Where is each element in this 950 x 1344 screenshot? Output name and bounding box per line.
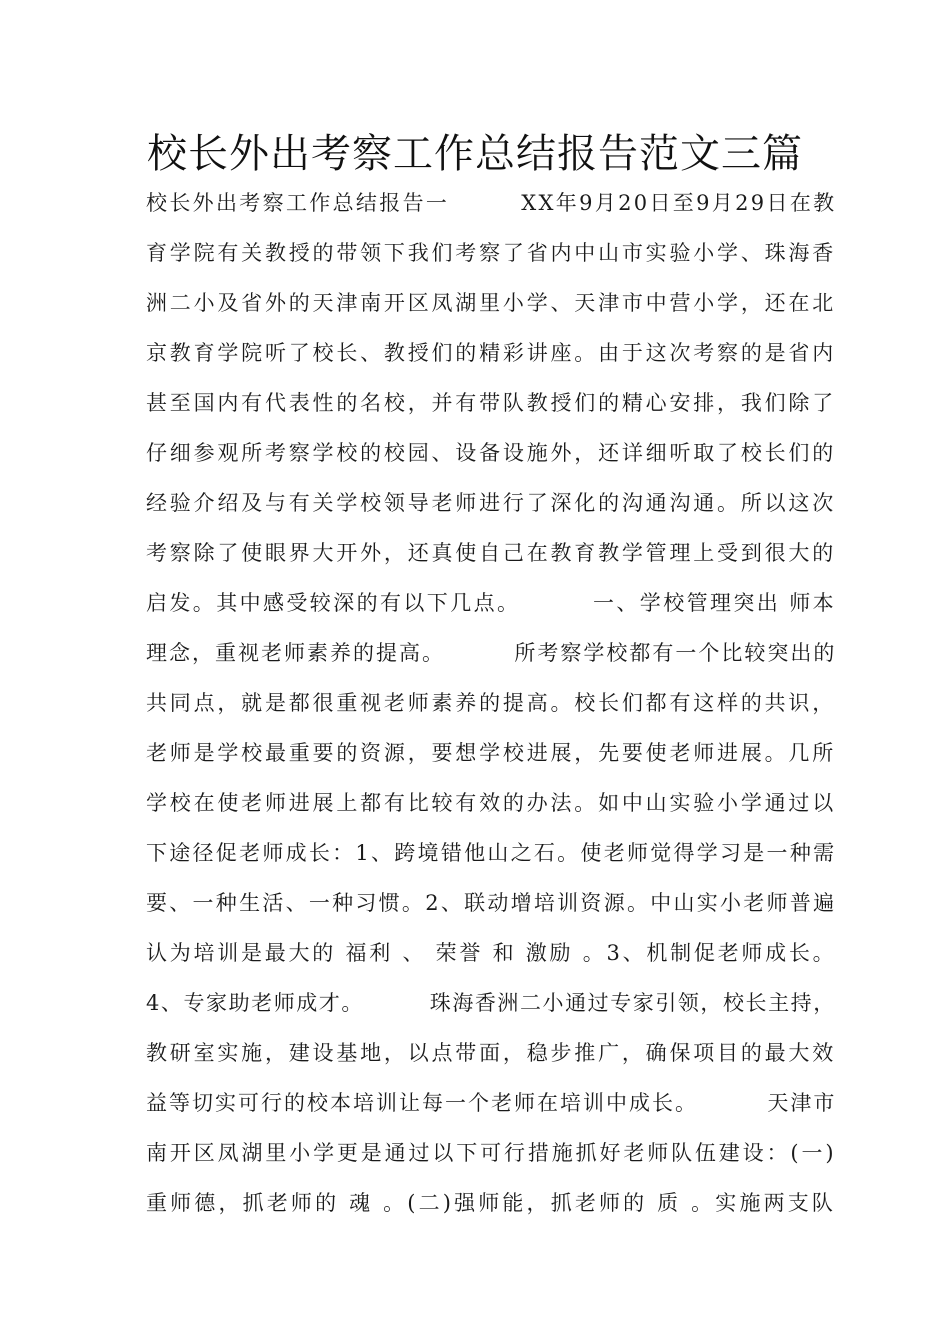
body-line: 理念，重视老师素养的提高。 所考察学校都有一个比较突出的 xyxy=(146,641,836,665)
body-line: 重师德，抓老师的 魂 。(二)强师能，抓老师的 质 。实施两支队 xyxy=(146,1191,836,1215)
body-line: 仔细参观所考察学校的校园、设备设施外，还详细听取了校长们的 xyxy=(146,441,836,465)
body-line: 启发。其中感受较深的有以下几点。 一、学校管理突出 师本 xyxy=(146,591,836,615)
body-line: 洲二小及省外的天津南开区凤湖里小学、天津市中营小学，还在北 xyxy=(146,291,836,315)
body-line: 益等切实可行的校本培训让每一个老师在培训中成长。 天津市 xyxy=(146,1091,836,1115)
document-title: 校长外出考察工作总结报告范文三篇 xyxy=(147,131,803,177)
body-line: 共同点，就是都很重视老师素养的提高。校长们都有这样的共识， xyxy=(146,691,836,715)
body-line: 甚至国内有代表性的名校，并有带队教授们的精心安排，我们除了 xyxy=(146,391,836,415)
body-line: 京教育学院听了校长、教授们的精彩讲座。由于这次考察的是省内 xyxy=(146,341,836,365)
document-body xyxy=(146,178,836,1228)
body-line: 学校在使老师进展上都有比较有效的办法。如中山实验小学通过以 xyxy=(146,791,836,815)
body-line: 教研室实施，建设基地，以点带面，稳步推广，确保项目的最大效 xyxy=(146,1041,836,1065)
body-line: 要、一种生活、一种习惯。2、联动增培训资源。中山实小老师普遍 xyxy=(146,891,836,915)
body-line: 认为培训是最大的 福利 、 荣誉 和 激励 。3、机制促老师成长。 xyxy=(146,941,836,965)
body-line: 校长外出考察工作总结报告一 XX年9月20日至9月29日在教 xyxy=(146,191,836,215)
body-line: 南开区凤湖里小学更是通过以下可行措施抓好老师队伍建设：(一) xyxy=(146,1141,836,1165)
body-line: 老师是学校最重要的资源，要想学校进展，先要使老师进展。几所 xyxy=(146,741,836,765)
body-line: 下途径促老师成长：1、跨境错他山之石。使老师觉得学习是一种需 xyxy=(146,841,836,865)
body-line: 考察除了使眼界大开外，还真使自己在教育教学管理上受到很大的 xyxy=(146,541,836,565)
body-line: 育学院有关教授的带领下我们考察了省内中山市实验小学、珠海香 xyxy=(146,241,836,265)
body-line: 4、专家助老师成才。 珠海香洲二小通过专家引领，校长主持， xyxy=(146,991,836,1015)
body-line: 经验介绍及与有关学校领导老师进行了深化的沟通沟通。所以这次 xyxy=(146,491,836,515)
